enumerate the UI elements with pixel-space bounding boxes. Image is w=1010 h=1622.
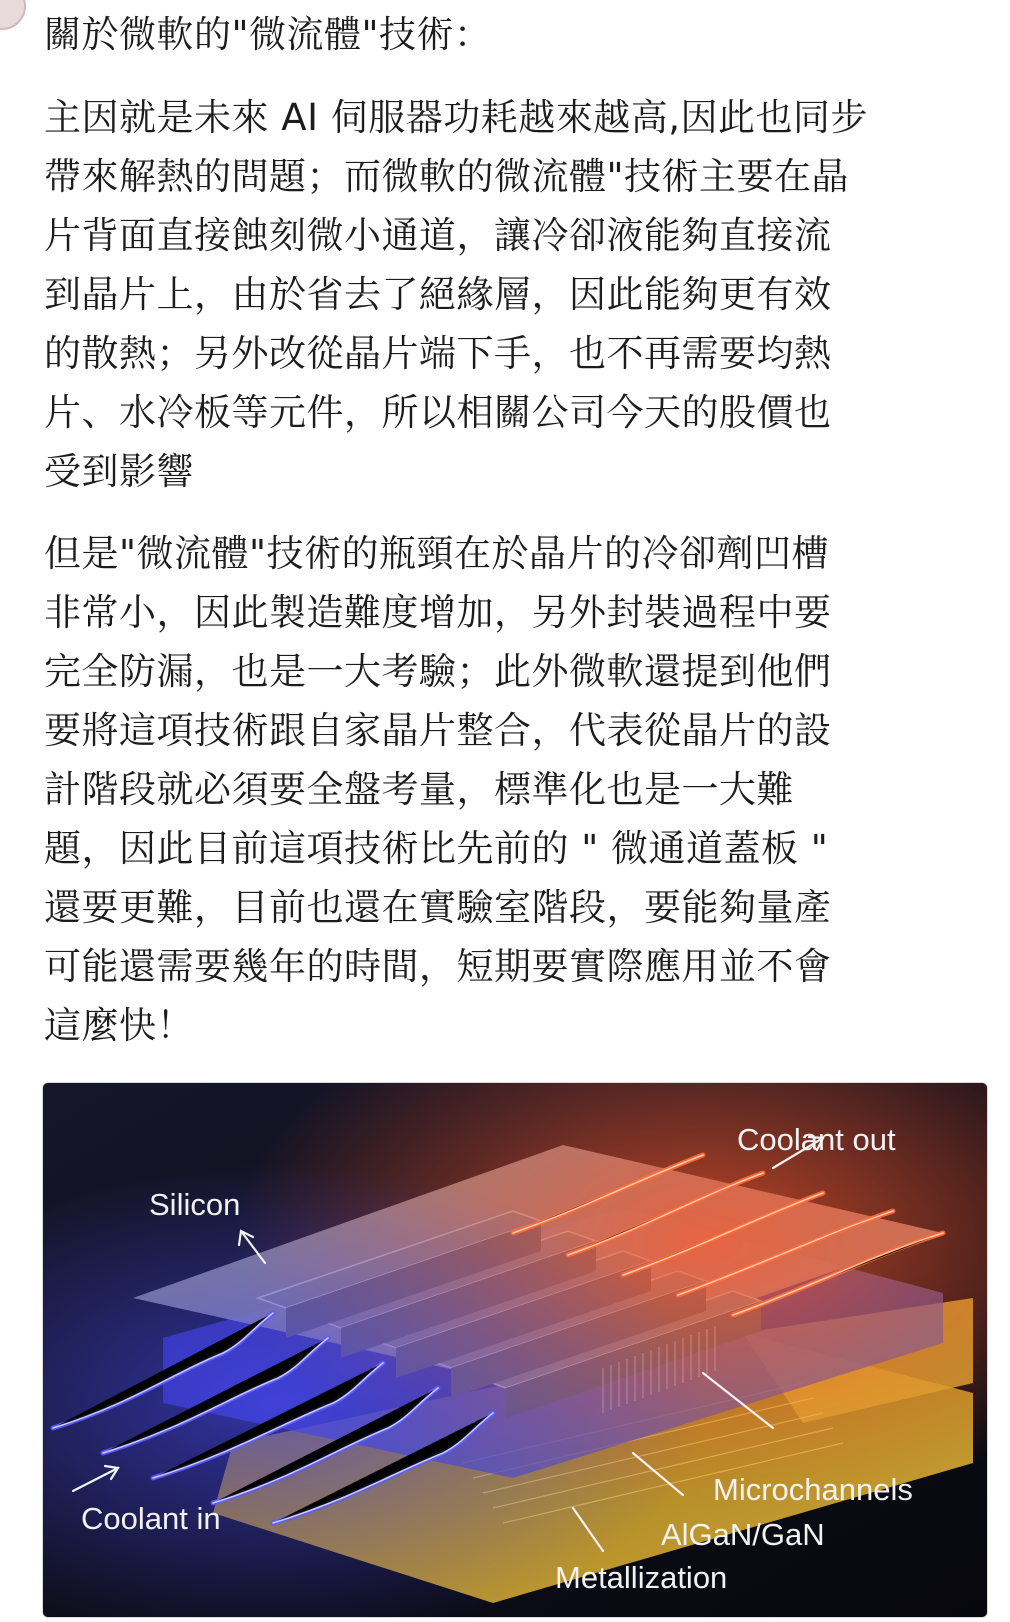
post-paragraph-1: 主因就是未來 AI 伺服器功耗越來越高,因此也同步 帶來解熱的問題；而微軟的微流體"技術主要在晶 片背面直接蝕刻微小通道，讓冷卻液能夠直接流 到晶片上，由於省去了絕緣層，因此能夠更有效 的散熱；另外改從晶片端下手，也不再需要均熱 片、水冷板等元件，所以相關公司今天的股價也 受到影響 <box>44 96 869 493</box>
post-title: 關於微軟的"微流體"技術： <box>44 13 492 56</box>
coolant-in-label: Coolant in <box>81 1501 221 1536</box>
avatar[interactable] <box>0 0 26 30</box>
algan-gan-label: AlGaN/GaN <box>661 1517 825 1552</box>
metallization-label: Metallization <box>555 1560 728 1595</box>
microchannels-label: Microchannels <box>713 1472 913 1507</box>
diagram-illustration <box>43 1083 987 1617</box>
microfluidics-diagram-image[interactable] <box>42 1082 988 1618</box>
post-paragraph-2: 但是"微流體"技術的瓶頸在於晶片的冷卻劑凹槽 非常小，因此製造難度增加，另外封裝過程中要 完全防漏，也是一大考驗；此外微軟還提到他們 要將這項技術跟自家晶片整合，代表從晶片的設 計階段就必須要全盤考量，標準化也是一大難 題，因此目前這項技術比先前的 " 微通道蓋板 " 還要更難，目前也還在實驗室階段，要能夠量產 可能還需要幾年的時間，短期要實際應用並不會 這麼快！ <box>44 532 832 1047</box>
coolant-out-label: Coolant out <box>737 1122 896 1157</box>
silicon-label: Silicon <box>149 1187 241 1222</box>
